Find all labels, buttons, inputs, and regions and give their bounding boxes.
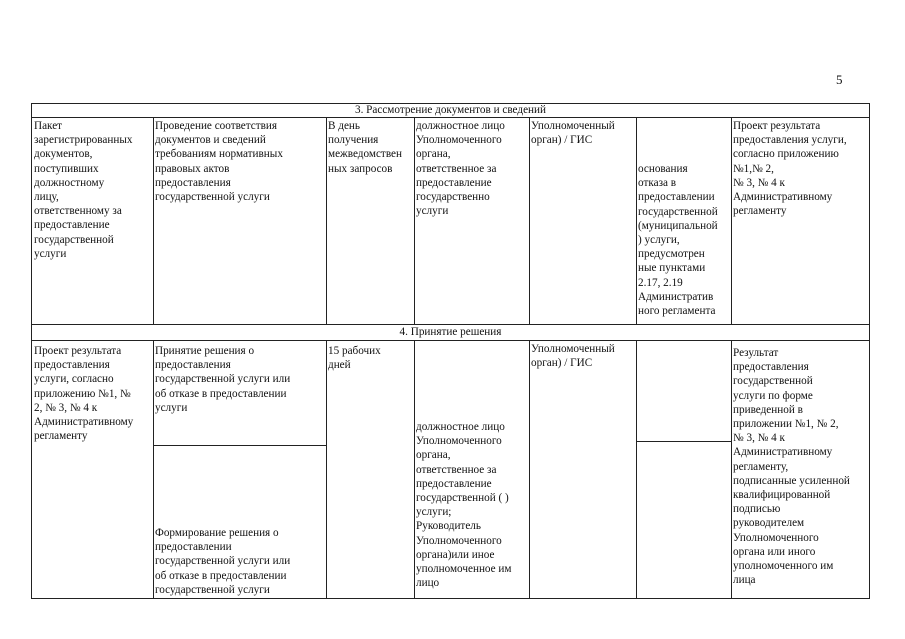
table-border-left: [31, 103, 32, 598]
section4-header-line: [31, 340, 870, 341]
s3-col-line-4: [529, 117, 530, 324]
section4-result: Результат предоставления государственной услуги по форме приведенной в приложении №1, № 2, № 3, № 4 к Административному регламенту, подписанные усиленной квалифицированной подписью руководителем Уполномоченного органа или иного уполномоченного им лица: [733, 347, 850, 587]
section3-official: должностное лицо Уполномоченного органа, ответственное за предоставление государственно услуги: [416, 120, 505, 218]
s3-col-line-3: [414, 117, 415, 324]
section4-split-line-c6: [636, 441, 731, 442]
section3-action: Проведение соответствия документов и сведений требованиям нормативных правовых актов предоставления государственной услуги: [155, 120, 283, 204]
s4-col-line-4: [529, 340, 530, 598]
table-border-right: [869, 103, 870, 598]
section4-term: 15 рабочих дней: [328, 345, 381, 372]
section3-criteria: основания отказа в предоставлении государственной (муниципальной ) услуги, предусмотрен ные пунктами 2.17, 2.19 Административ ного регламента: [638, 163, 718, 318]
s4-col-line-6: [731, 340, 732, 598]
table-border-bottom: [31, 598, 870, 599]
section4-documents: Проект результата предоставления услуги, согласно приложению №1, № 2, № 3, № 4 к Административному регламенту: [34, 345, 134, 443]
s4-col-line-2: [326, 340, 327, 598]
section4-place: Уполномоченный орган) / ГИС: [531, 343, 615, 370]
s4-col-line-5: [636, 340, 637, 598]
section3-header: 3. Рассмотрение документов и сведений: [354, 104, 546, 116]
page-number: 5: [836, 72, 843, 87]
section3-term: В день получения межведомствен ных запросов: [328, 120, 402, 175]
s3-col-line-1: [153, 117, 154, 324]
section4-split-line-c2: [153, 445, 326, 446]
s4-col-line-1: [153, 340, 154, 598]
section4-official: должностное лицо Уполномоченного органа, ответственное за предоставление государственной ( ) услуги; Руководитель Уполномоченного органа)или иное уполномоченное им лицо: [416, 421, 512, 590]
section4-action-decision: Принятие решения о предоставления государственной услуги или об отказе в предоставлении услуги: [155, 345, 291, 414]
section4-header: 4. Принятие решения: [399, 326, 502, 338]
section3-result: Проект результата предоставления услуги, согласно приложению №1,№ 2, № 3, № 4 к Административному регламенту: [733, 120, 847, 218]
section3-place: Уполномоченный орган) / ГИС: [531, 120, 615, 147]
section4-action-forming: Формирование решения о предоставлении государственной услуги или об отказе в предоставлении государственной услуги: [155, 527, 291, 596]
s3-col-line-5: [636, 117, 637, 324]
s3-col-line-2: [326, 117, 327, 324]
s4-col-line-3: [414, 340, 415, 598]
section3-documents: Пакет зарегистрированных документов, поступивших должностному лицу, ответственному за предоставление государственной услуги: [34, 120, 133, 260]
